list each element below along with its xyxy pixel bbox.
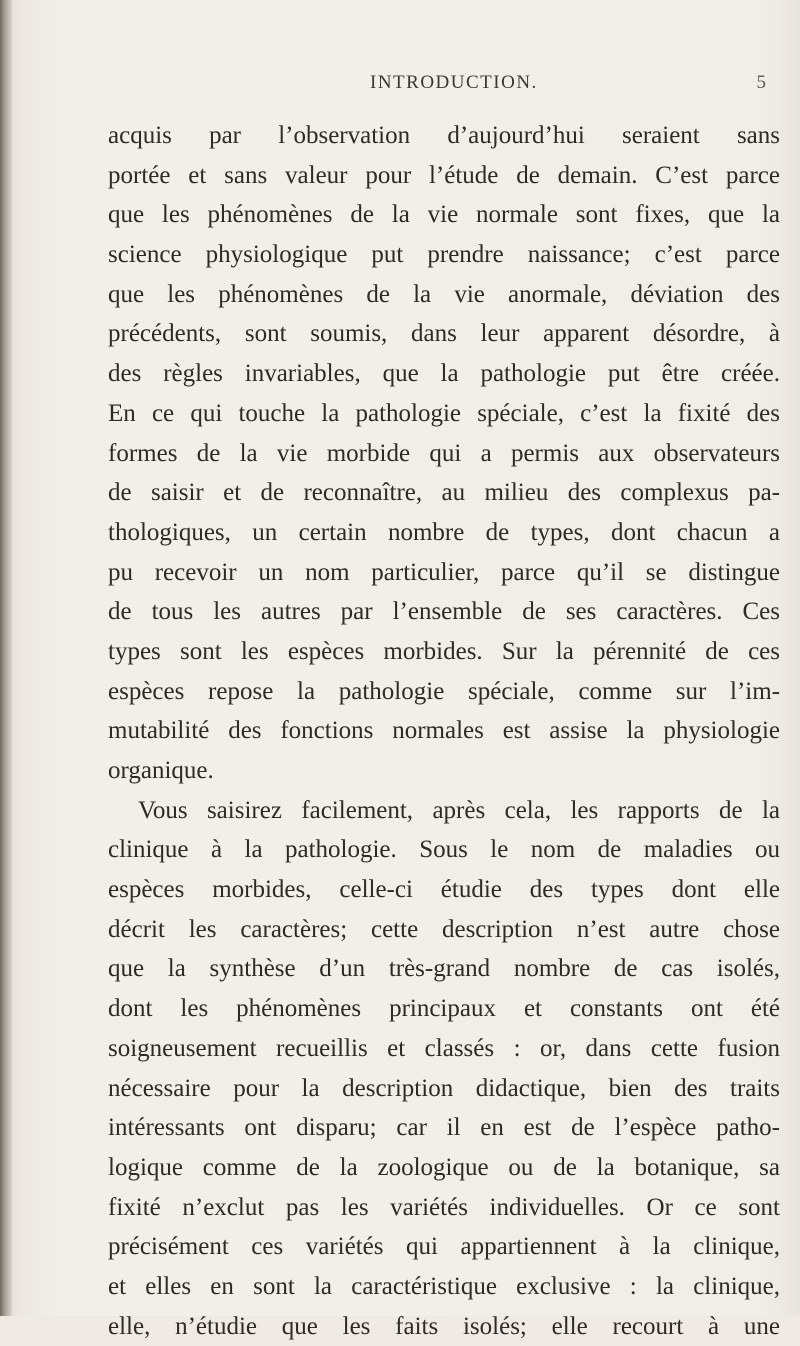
text-line: et elles en sont la caractéristique exclusive : la clinique,	[108, 1272, 780, 1300]
text-line: pu recevoir un nom particulier, parce qu’il se distingue	[108, 558, 780, 586]
text-line: que les phénomènes de la vie normale sont fixes, que la	[108, 201, 780, 229]
running-head	[110, 72, 780, 102]
text-line: thologiques, un certain nombre de types, dont chacun a	[108, 518, 780, 546]
text-line: précédents, sont soumis, dans leur apparent désordre, à	[108, 320, 780, 348]
text-line: En ce qui touche la pathologie spéciale, c’est la fixité des	[108, 399, 780, 427]
running-title: INTRODUCTION.	[370, 72, 538, 93]
text-line: acquis par l’observation d’aujourd’hui seraient sans	[108, 122, 780, 149]
text-line: de tous les autres par l’ensemble de ses caractères. Ces	[108, 598, 780, 626]
text-line: précisément ces variétés qui appartiennent à la clinique,	[108, 1233, 780, 1261]
text-line: mutabilité des fonctions normales est assise la physiologie	[108, 717, 780, 745]
text-line: fixité n’exclut pas les variétés individuelles. Or ce sont	[108, 1193, 780, 1221]
paragraph-first-line: Vous saisirez facilement, après cela, les rapports de la	[138, 796, 780, 824]
text-line: portée et sans valeur pour l’étude de demain. C’est parce	[108, 161, 780, 189]
text-line: décrit les caractères; cette description n’est autre chose	[108, 915, 780, 943]
page-gutter-shadow	[0, 0, 12, 1316]
text-line: science physiologique put prendre naissance; c’est parce	[108, 241, 780, 269]
text-line: que les phénomènes de la vie anormale, déviation des	[108, 280, 780, 308]
text-line: que la synthèse d’un très-grand nombre de cas isolés,	[108, 955, 780, 983]
text-line: dont les phénomènes principaux et constants ont été	[108, 995, 780, 1023]
text-line: espèces morbides, celle-ci étudie des types dont elle	[108, 876, 780, 904]
text-line: elle, n’étudie que les faits isolés; elle recourt à une	[108, 1312, 780, 1340]
text-line: types sont les espèces morbides. Sur la pérennité de ces	[108, 637, 780, 665]
text-line: des règles invariables, que la pathologie put être créée.	[108, 360, 780, 388]
page-number: 5	[756, 72, 766, 93]
paragraph-end-line: organique.	[108, 757, 214, 784]
text-line: intéressants ont disparu; car il en est de l’espèce patho-	[108, 1114, 780, 1142]
body-text	[108, 116, 780, 1346]
text-line: nécessaire pour la description didactique, bien des traits	[108, 1074, 780, 1102]
text-line: soigneusement recueillis et classés : or, dans cette fusion	[108, 1034, 780, 1062]
text-line: logique comme de la zoologique ou de la botanique, sa	[108, 1153, 780, 1181]
text-line: clinique à la pathologie. Sous le nom de maladies ou	[108, 836, 780, 864]
text-line: de saisir et de reconnaître, au milieu des complexus pa-	[108, 479, 780, 507]
text-line: formes de la vie morbide qui a permis aux observateurs	[108, 439, 780, 467]
text-line: espèces repose la pathologie spéciale, comme sur l’im-	[108, 677, 780, 705]
